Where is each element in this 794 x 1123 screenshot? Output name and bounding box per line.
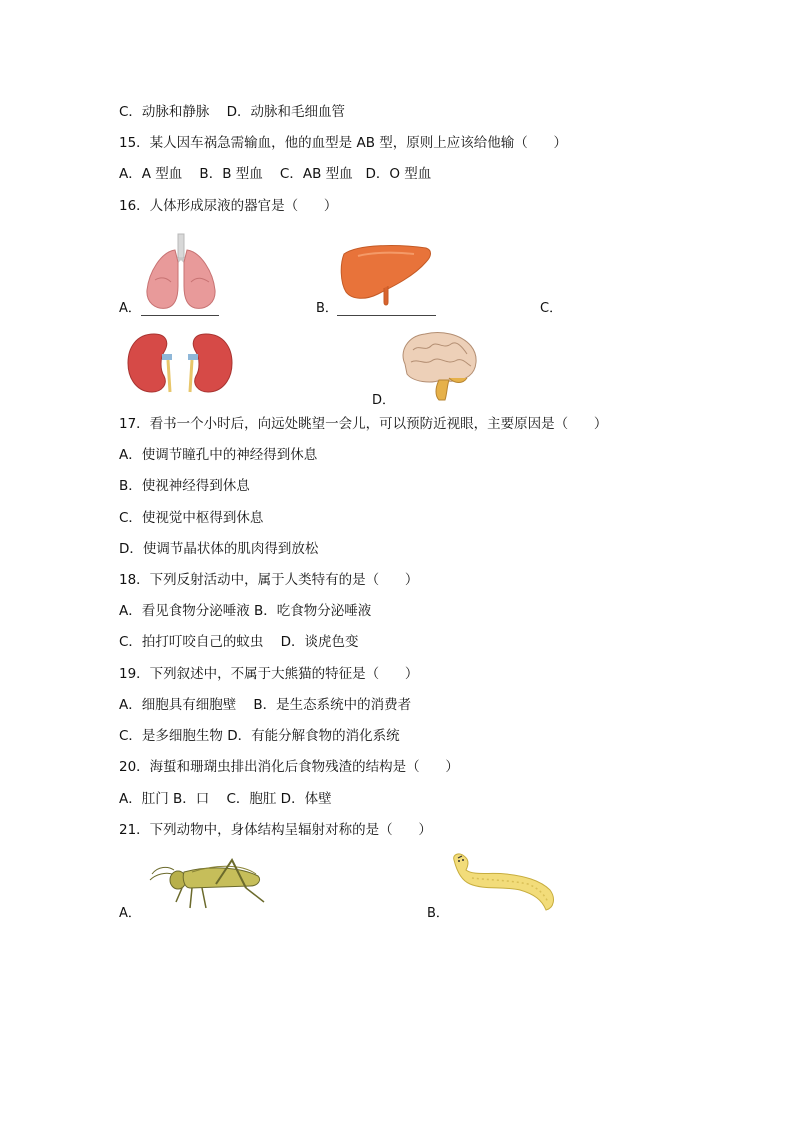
liver-image (338, 242, 434, 308)
q16-underline-a (141, 315, 219, 316)
q16-label-d: D． (372, 393, 396, 408)
kidneys-image (124, 330, 236, 396)
q19-options-cd: C．是多细胞生物 D．有能分解食物的消化系统 (119, 728, 400, 744)
q15-options: A．A 型血 B．B 型血 C．AB 型血 D．O 型血 (119, 166, 432, 182)
q17-option-d: D．使调节晶状体的肌肉得到放松 (119, 541, 319, 557)
q14-options-cd: C．动脉和静脉 D．动脉和毛细血管 (119, 104, 345, 120)
q16-label-b: B． (316, 301, 338, 316)
q19-options-ab: A．细胞具有细胞壁 B．是生态系统中的消费者 (119, 697, 412, 713)
q16-underline-b (337, 315, 436, 316)
q18-options-cd: C．拍打叮咬自己的蚊虫 D．谈虎色变 (119, 634, 359, 650)
q16-label-c: C． (540, 301, 563, 316)
q17-option-b: B．使视神经得到休息 (119, 478, 250, 494)
q20-stem: 20．海蜇和珊瑚虫排出消化后食物残渣的结构是（ ） (119, 759, 459, 775)
flatworm-image (448, 850, 558, 916)
q15-stem: 15．某人因车祸急需输血，他的血型是 AB 型，原则上应该给他输（ ） (119, 135, 568, 151)
q21-label-b: B． (427, 906, 449, 921)
q18-options-ab: A．看见食物分泌唾液 B．吃食物分泌唾液 (119, 603, 372, 619)
q17-option-a: A．使调节瞳孔中的神经得到休息 (119, 447, 318, 463)
q17-option-c: C．使视觉中枢得到休息 (119, 510, 264, 526)
q20-options: A．肛门 B．口 C．胞肛 D．体壁 (119, 791, 332, 807)
q21-stem: 21．下列动物中，身体结构呈辐射对称的是（ ） (119, 822, 432, 838)
q18-stem: 18．下列反射活动中，属于人类特有的是（ ） (119, 572, 419, 588)
lungs-image (141, 232, 221, 312)
grasshopper-image (146, 852, 270, 916)
q21-label-a: A． (119, 906, 141, 921)
brain-image (395, 330, 481, 402)
q19-stem: 19．下列叙述中，不属于大熊猫的特征是（ ） (119, 666, 419, 682)
q16-label-a: A． (119, 301, 141, 316)
q16-stem: 16．人体形成尿液的器官是（ ） (119, 198, 338, 214)
q17-stem: 17．看书一个小时后，向远处眺望一会儿，可以预防近视眼，主要原因是（ ） (119, 416, 608, 432)
